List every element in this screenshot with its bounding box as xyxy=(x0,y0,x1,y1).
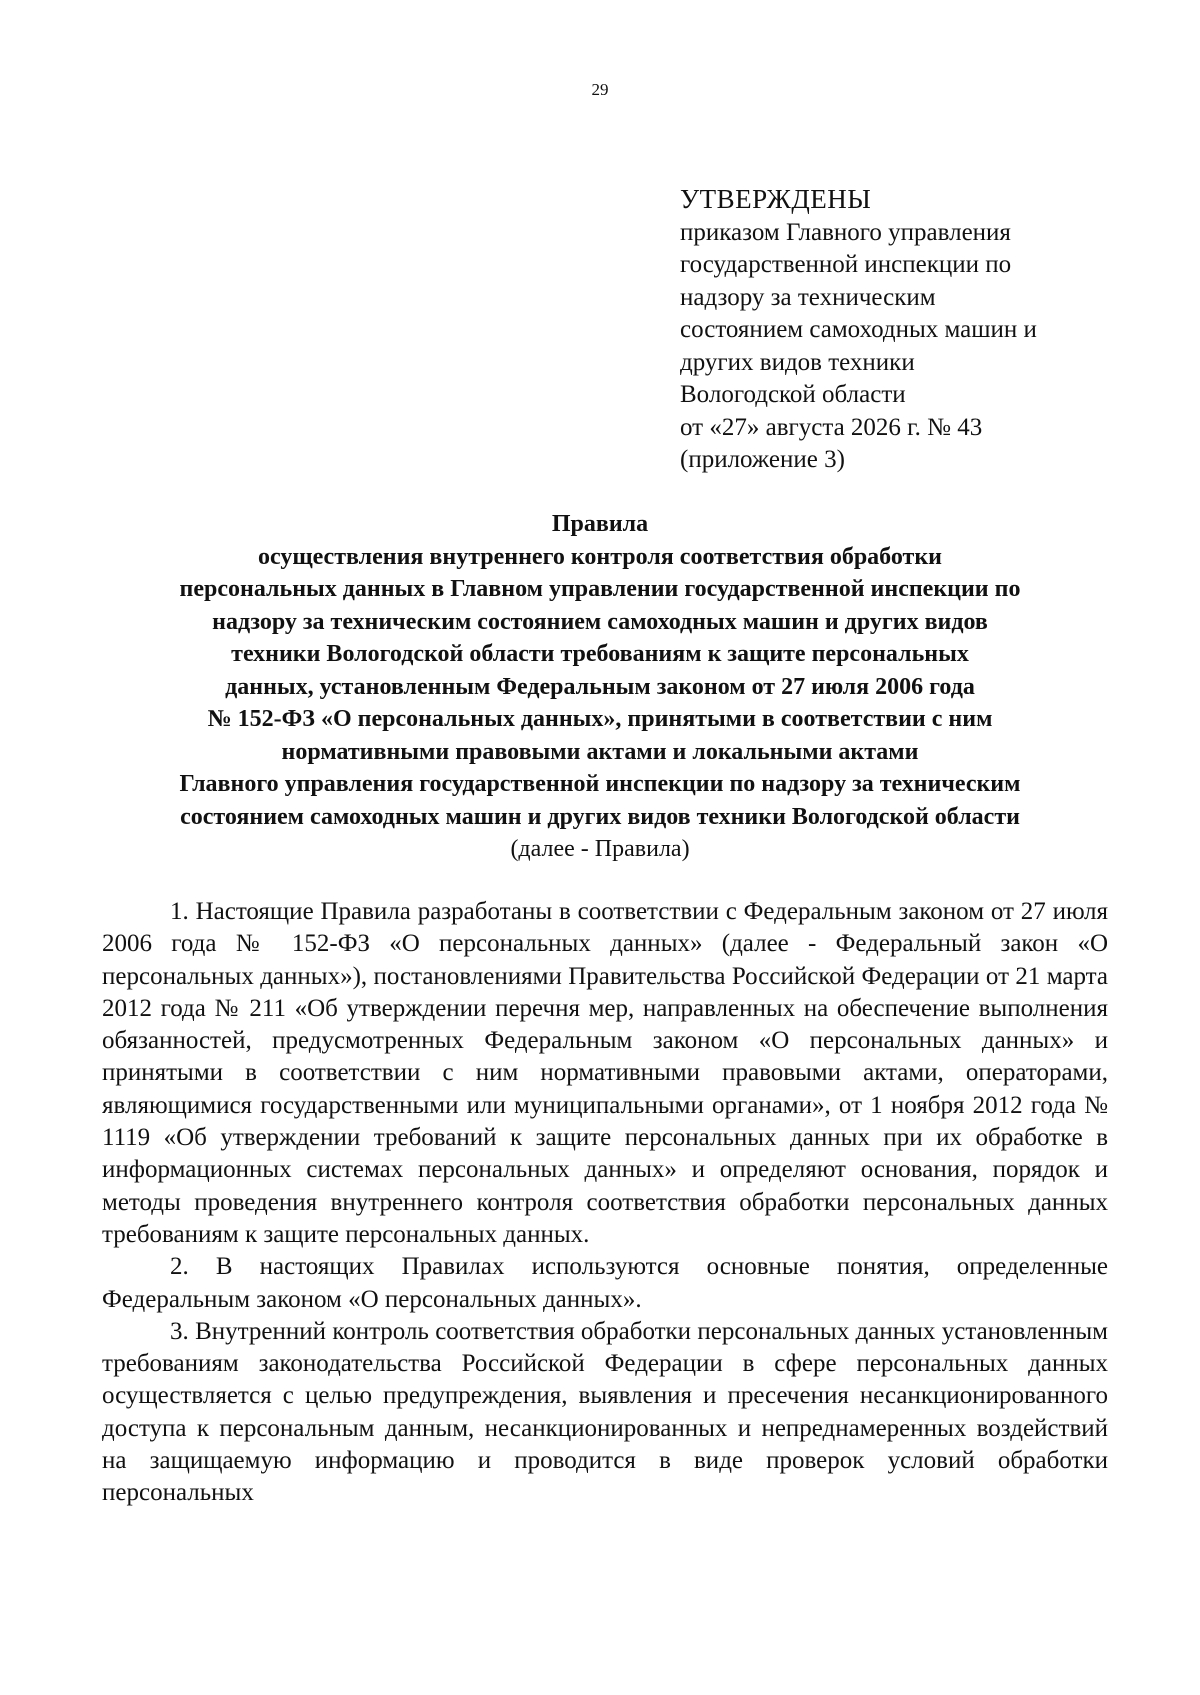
title-line: нормативными правовыми актами и локальными актами xyxy=(281,738,919,765)
title-line: надзору за техническим состоянием самоходных машин и других видов xyxy=(212,608,988,635)
approval-title: УТВЕРЖДЕНЫ xyxy=(680,184,872,214)
document-body xyxy=(102,896,1108,1510)
paragraph-1: 1. Настоящие Правила разработаны в соответствии с Федеральным законом от 27 июля 2006 года № 152-ФЗ «О персональных данных» (далее - Федеральный закон «О персональных данных»), постановлениями Правительства Российской Федерации от 21 марта 2012 года № 211 «Об утверждении перечня мер, направленных на обеспечение выполнения обязанностей, предусмотренных Федеральным законом «О персональных данных» и принятыми в соответствии с ним нормативными правовыми актами, операторами, являющимися государственными или муниципальными органами», от 1 ноября 2012 года № 1119 «Об утверждении требований к защите персональных данных при их обработке в информационных системах персональных данных» и определяют основания, порядок и методы проведения внутреннего контроля соответствия обработки персональных данных требованиям к защите персональных данных. xyxy=(102,898,1108,1248)
approval-line: от «27» августа 2026 г. № 43 xyxy=(680,413,983,441)
approval-block xyxy=(680,183,1120,477)
title-line: Правила xyxy=(551,511,649,537)
title-subtitle: (далее - Правила) xyxy=(510,836,690,862)
title-line: осуществления внутреннего контроля соответствия обработки xyxy=(258,543,942,570)
title-line: персональных данных в Главном управлении государственной инспекции по xyxy=(179,576,1021,602)
approval-line: (приложение 3) xyxy=(680,446,845,473)
page-number: 29 xyxy=(591,80,609,99)
approval-line: Вологодской области xyxy=(680,381,906,408)
approval-line: государственной инспекции по xyxy=(680,251,1012,278)
title-line: данных, установленным Федеральным законом от 27 июля 2006 года xyxy=(225,673,975,700)
paragraph-2: 2. В настоящих Правилах используются основные понятия, определенные Федеральным законом «О персональных данных». xyxy=(102,1253,1108,1313)
paragraph-3: 3. Внутренний контроль соответствия обработки персональных данных установленным требованиям законодательства Российской Федерации в сфере персональных данных осуществляется с целью предупреждения, выявления и пресечения несанкционированного доступа к персональным данным, несанкционированных и непреднамеренных воздействий на защищаемую информацию и проводится в виде проверок условий обработки персональных xyxy=(102,1317,1108,1507)
approval-line: других видов техники xyxy=(680,348,915,376)
title-line: Главного управления государственной инспекции по надзору за техническим xyxy=(179,771,1021,797)
title-line: № 152-ФЗ «О персональных данных», принятыми в соответствии с ним xyxy=(207,706,993,732)
approval-line: приказом Главного управления xyxy=(680,218,1011,246)
title-line: состоянием самоходных машин и других видов техники Вологодской области xyxy=(180,803,1020,830)
title-line: техники Вологодской области требованиям к защите персональных xyxy=(231,641,969,667)
approval-line: надзору за техническим xyxy=(680,283,936,311)
document-title xyxy=(90,508,1110,866)
approval-line: состоянием самоходных машин и xyxy=(680,316,1037,343)
